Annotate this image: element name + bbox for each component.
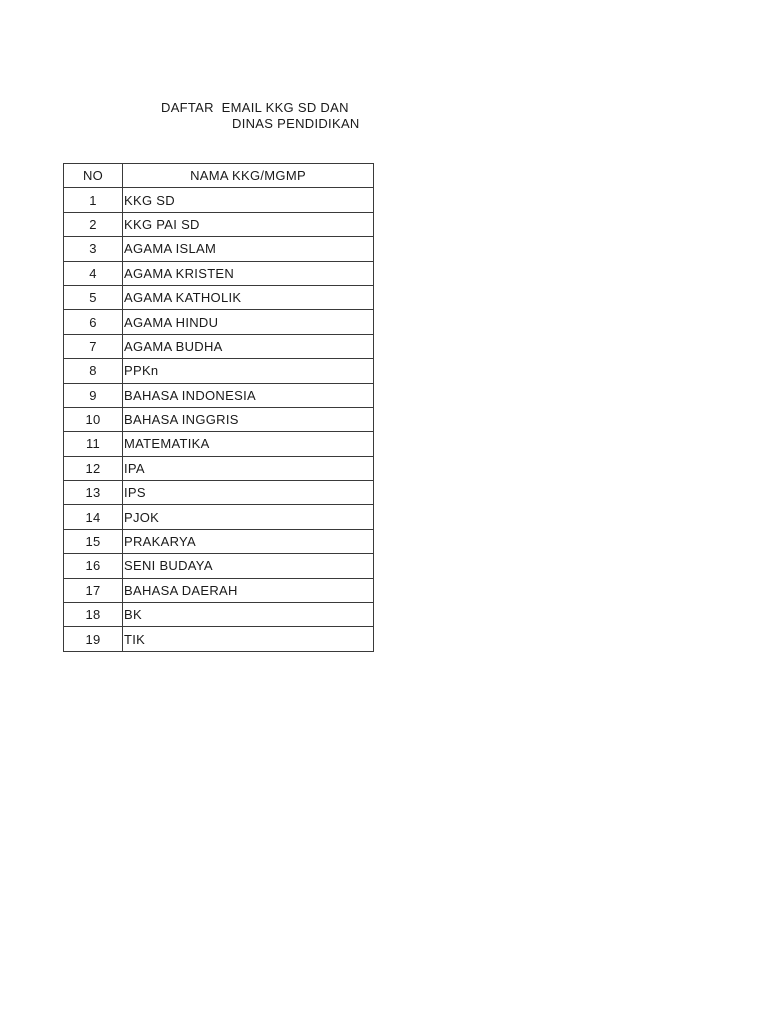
row-name-cell: IPS [123, 481, 374, 505]
table-row [64, 554, 374, 578]
table-row [64, 407, 374, 431]
row-name-cell: MATEMATIKA [123, 432, 374, 456]
table-row [64, 481, 374, 505]
row-number-cell: 2 [64, 212, 123, 236]
table-header-row [64, 164, 374, 188]
row-number-cell: 12 [64, 456, 123, 480]
row-name-cell: TIK [123, 627, 374, 651]
document-title-line-2: DINAS PENDIDIKAN [232, 116, 360, 131]
table-row [64, 505, 374, 529]
row-number-cell: 4 [64, 261, 123, 285]
table-row [64, 383, 374, 407]
document-title-line-1: DAFTAR EMAIL KKG SD DAN [161, 100, 349, 115]
row-number-cell: 1 [64, 188, 123, 212]
row-number-cell: 17 [64, 578, 123, 602]
row-number-cell: 6 [64, 310, 123, 334]
row-name-cell: IPA [123, 456, 374, 480]
row-number-cell: 14 [64, 505, 123, 529]
table-row [64, 334, 374, 358]
row-number-cell: 16 [64, 554, 123, 578]
row-name-cell: KKG SD [123, 188, 374, 212]
table-body [64, 188, 374, 651]
row-name-cell: BAHASA INDONESIA [123, 383, 374, 407]
row-name-cell: AGAMA KATHOLIK [123, 285, 374, 309]
table-row [64, 237, 374, 261]
table-row [64, 456, 374, 480]
row-name-cell: AGAMA ISLAM [123, 237, 374, 261]
header-no: NO [64, 164, 123, 188]
table-row [64, 310, 374, 334]
header-name: NAMA KKG/MGMP [123, 164, 374, 188]
row-name-cell: SENI BUDAYA [123, 554, 374, 578]
table-header [64, 164, 374, 188]
row-name-cell: KKG PAI SD [123, 212, 374, 236]
row-number-cell: 3 [64, 237, 123, 261]
row-name-cell: BAHASA DAERAH [123, 578, 374, 602]
row-number-cell: 10 [64, 407, 123, 431]
table-row [64, 529, 374, 553]
row-number-cell: 13 [64, 481, 123, 505]
table-row [64, 432, 374, 456]
table-row [64, 627, 374, 651]
row-name-cell: PRAKARYA [123, 529, 374, 553]
row-name-cell: PPKn [123, 359, 374, 383]
row-number-cell: 8 [64, 359, 123, 383]
row-name-cell: AGAMA BUDHA [123, 334, 374, 358]
row-name-cell: AGAMA KRISTEN [123, 261, 374, 285]
row-number-cell: 5 [64, 285, 123, 309]
row-number-cell: 7 [64, 334, 123, 358]
row-name-cell: PJOK [123, 505, 374, 529]
table-row [64, 261, 374, 285]
table-row [64, 359, 374, 383]
row-number-cell: 19 [64, 627, 123, 651]
row-name-cell: BK [123, 603, 374, 627]
row-name-cell: AGAMA HINDU [123, 310, 374, 334]
row-name-cell: BAHASA INGGRIS [123, 407, 374, 431]
table-row [64, 578, 374, 602]
table-row [64, 212, 374, 236]
row-number-cell: 15 [64, 529, 123, 553]
row-number-cell: 9 [64, 383, 123, 407]
table-row [64, 285, 374, 309]
table-row [64, 188, 374, 212]
kkg-mgmp-table [63, 163, 374, 652]
table-row [64, 603, 374, 627]
row-number-cell: 18 [64, 603, 123, 627]
row-number-cell: 11 [64, 432, 123, 456]
